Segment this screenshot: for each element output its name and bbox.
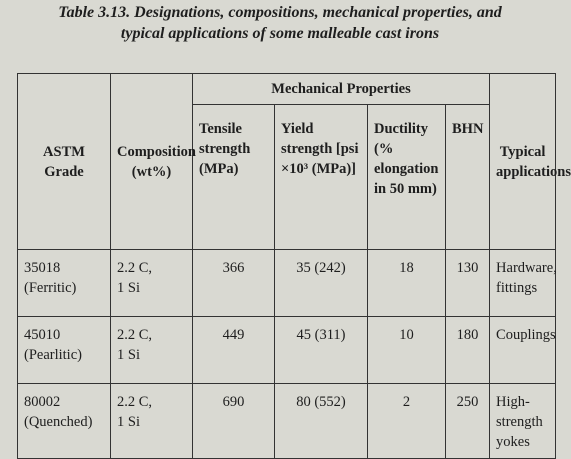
col-header-bhn: BHN (446, 105, 490, 250)
cell-tensile: 690 (193, 384, 275, 459)
cell-grade: 35018 (Ferritic) (18, 250, 111, 317)
col-header-tensile: Tensile strength (MPa) (193, 105, 275, 250)
table-row (18, 317, 556, 384)
cell-ductility: 10 (368, 317, 446, 384)
col-header-grade: ASTM Grade (18, 74, 111, 250)
cell-application: Couplings (490, 317, 556, 384)
cell-ductility: 2 (368, 384, 446, 459)
cell-composition: 2.2 C, 1 Si (111, 317, 193, 384)
cell-tensile: 366 (193, 250, 275, 317)
table-row (18, 250, 556, 317)
cell-application: High-strength yokes (490, 384, 556, 459)
cell-yield: 35 (242) (275, 250, 368, 317)
cell-grade: 80002 (Quenched) (18, 384, 111, 459)
cell-bhn: 250 (446, 384, 490, 459)
cell-yield: 45 (311) (275, 317, 368, 384)
col-header-yield: Yield strength [psi ×10³ (MPa)] (275, 105, 368, 250)
table-caption (0, 2, 560, 44)
table-row (18, 384, 556, 459)
group-header-mechanical: Mechanical Properties (193, 74, 490, 105)
cell-composition: 2.2 C, 1 Si (111, 384, 193, 459)
caption-line-1: Table 3.13. Designations, compositions, mechanical properties, and (58, 4, 502, 21)
cell-application: Hardware, fittings (490, 250, 556, 317)
col-header-applications: Typical applications (490, 74, 556, 250)
caption-line-2: typical applications of some malleable cast irons (120, 25, 440, 42)
col-header-composition: Composition (wt%) (111, 74, 193, 250)
cell-bhn: 180 (446, 317, 490, 384)
cell-composition: 2.2 C, 1 Si (111, 250, 193, 317)
cell-yield: 80 (552) (275, 384, 368, 459)
cell-bhn: 130 (446, 250, 490, 317)
col-header-ductility: Ductility (% elongation in 50 mm) (368, 105, 446, 250)
cell-tensile: 449 (193, 317, 275, 384)
cell-grade: 45010 (Pearlitic) (18, 317, 111, 384)
properties-table (17, 73, 571, 459)
cell-ductility: 18 (368, 250, 446, 317)
